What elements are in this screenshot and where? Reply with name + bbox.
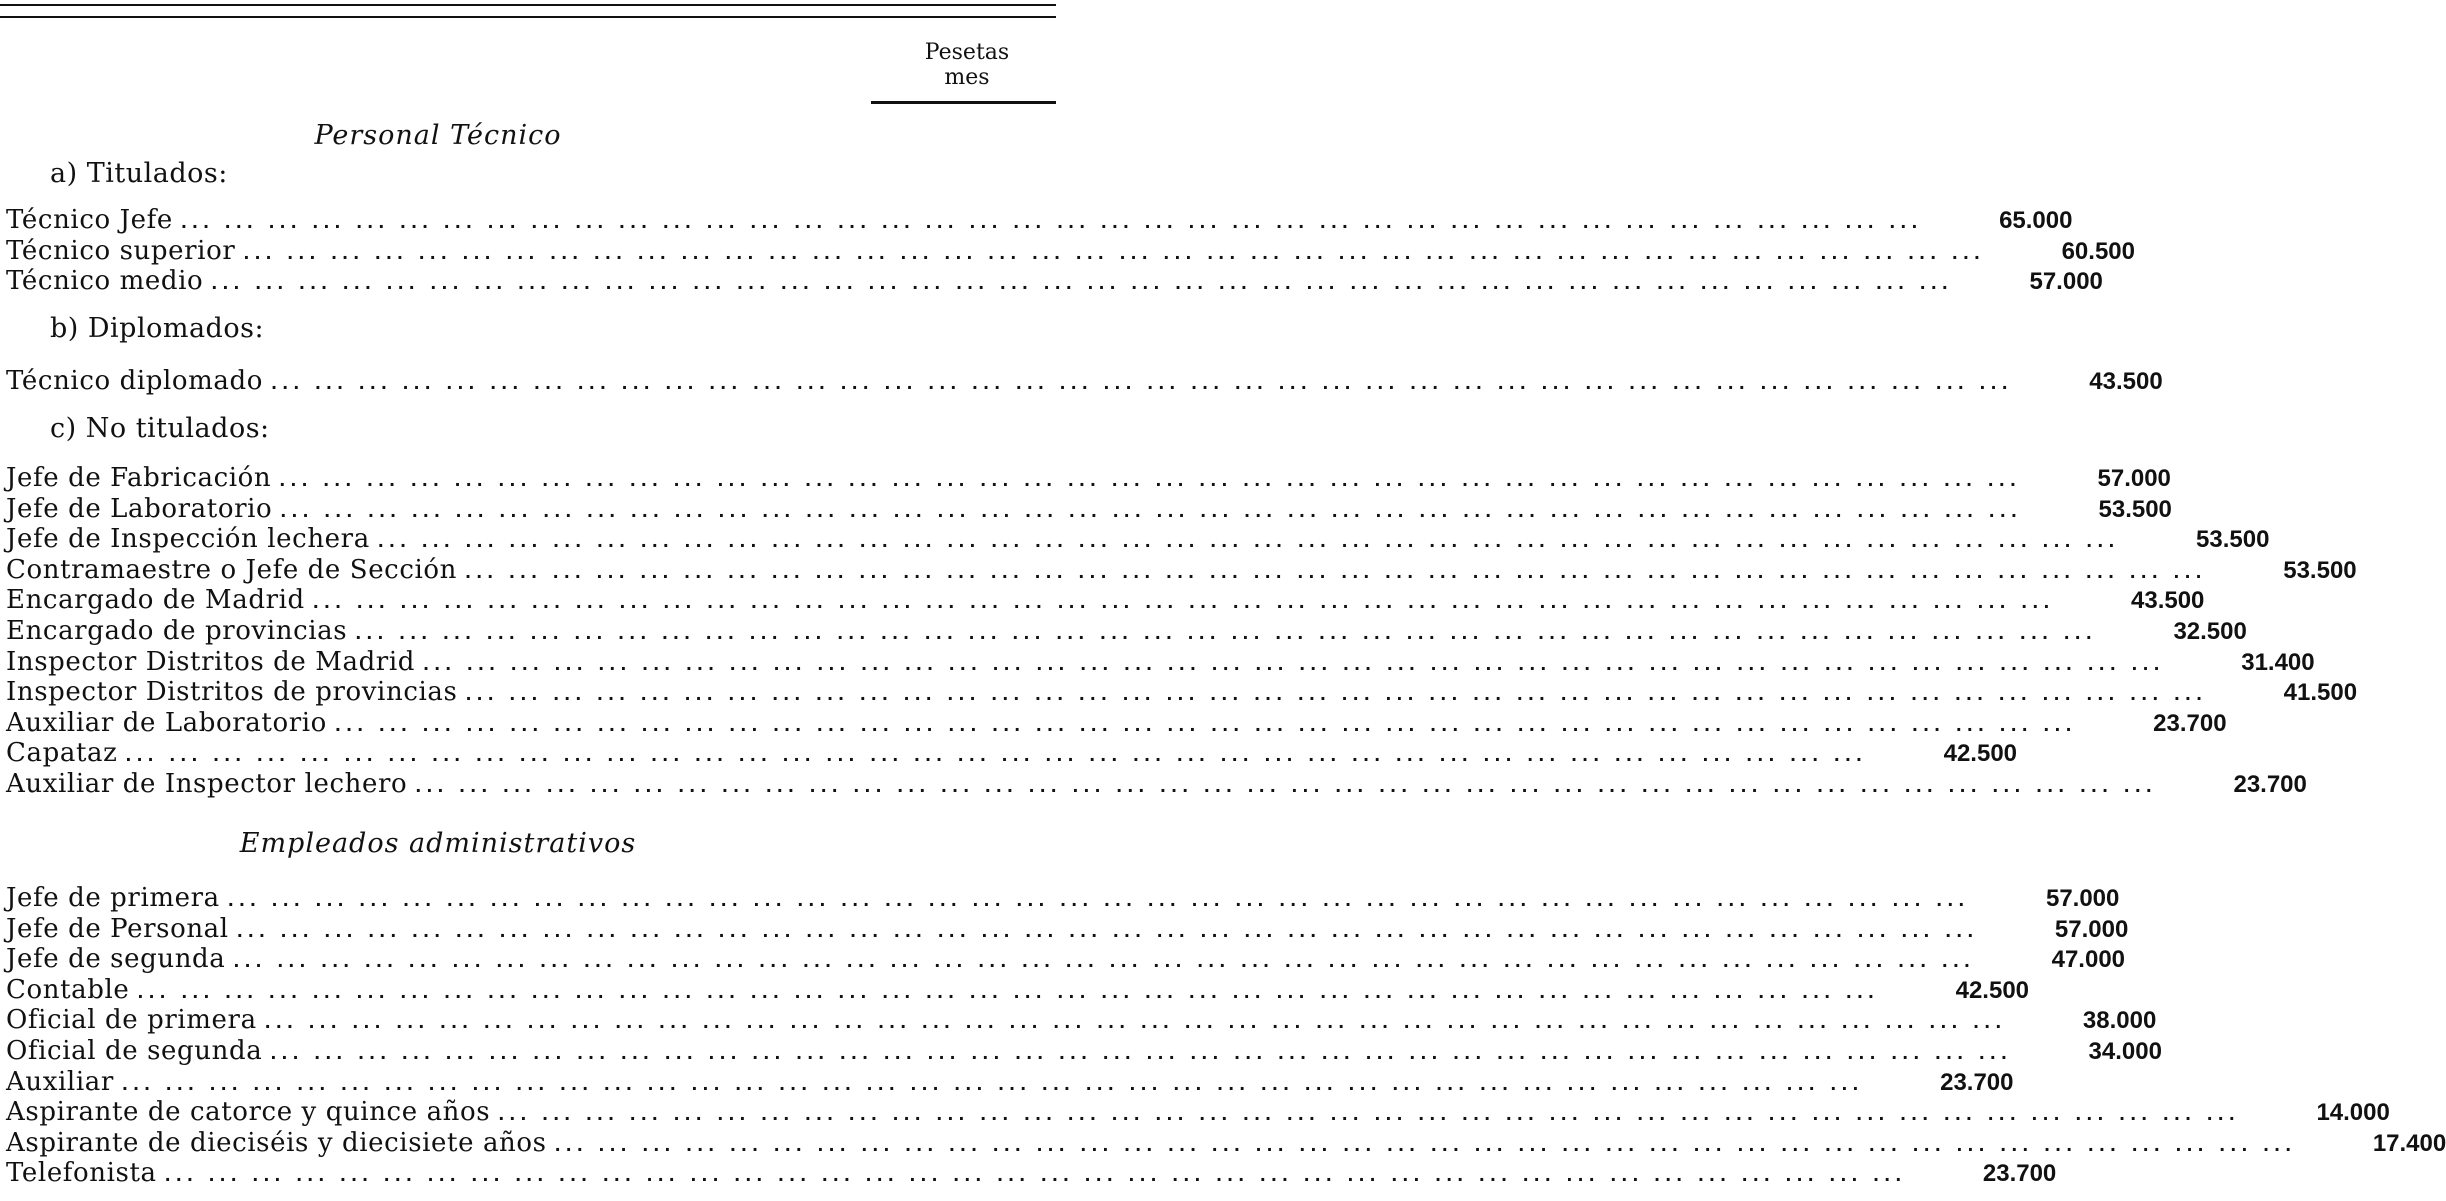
row-label: Jefe de Fabricación: [6, 463, 272, 493]
row-label: Aspirante de catorce y quince años: [6, 1097, 491, 1128]
row-label: Encargado de provincias: [6, 616, 348, 646]
row-label: Capataz: [6, 738, 118, 769]
table-row: [6, 1097, 2390, 1128]
subsection-diplomados: b) Diplomados:: [50, 313, 265, 344]
row-value: 38.000: [2082, 1007, 2157, 1035]
row-value: 14.000: [2316, 1099, 2390, 1127]
leader-dots: ... ... ... ... ... ... ... ... ... ... ... ... ... ... ... ... ... ... ... ... ... ... ... ... ... ... ... ... ... ... ... ... ... ... ... ... ... ... ... ...: [137, 982, 1880, 1002]
row-value: 57.000: [2054, 915, 2129, 943]
table-row: [6, 524, 2270, 555]
table-row: [6, 616, 2247, 646]
top-rule: [0, 4, 1056, 6]
leader-dots: ... ... ... ... ... ... ... ... ... ... ... ... ... ... ... ... ... ... ... ... ... ... ... ... ... ... ... ... ... ... ... ... ... ... ... ... ... ... ... ...: [270, 1044, 2012, 1063]
row-value: 23.700: [2153, 709, 2227, 737]
table-row: [6, 974, 2030, 1005]
row-value: 42.500: [1955, 976, 2030, 1004]
table-row: [6, 1158, 2057, 1189]
leader-dots: ... ... ... ... ... ... ... ... ... ... ... ... ... ... ... ... ... ... ... ... ... ... ... ... ... ... ... ... ... ... ... ... ... ... ... ... ... ... ... ...: [243, 243, 1985, 263]
row-label: Inspector Distritos de Madrid: [6, 646, 415, 677]
row-label: Telefonista: [6, 1158, 157, 1189]
table-row: [6, 205, 2073, 235]
leader-dots: ... ... ... ... ... ... ... ... ... ... ... ... ... ... ... ... ... ... ... ... ... ... ... ... ... ... ... ... ... ... ... ... ... ... ... ... ... ... ... ...: [164, 1166, 1907, 1186]
row-value: 65.000: [1999, 207, 2073, 234]
leader-dots: ... ... ... ... ... ... ... ... ... ... ... ... ... ... ... ... ... ... ... ... ... ... ... ... ... ... ... ... ... ... ... ... ... ... ... ... ... ... ... ...: [423, 654, 2165, 674]
subsection-no-titulados: c) No titulados:: [50, 413, 270, 444]
row-value: 57.000: [2045, 885, 2120, 912]
leader-dots: ... ... ... ... ... ... ... ... ... ... ... ... ... ... ... ... ... ... ... ... ... ... ... ... ... ... ... ... ... ... ... ... ... ... ... ... ... ... ... ...: [271, 374, 2013, 393]
row-label: Oficial de segunda: [6, 1036, 263, 1066]
table-row: [6, 585, 2205, 616]
leader-dots: ... ... ... ... ... ... ... ... ... ... ... ... ... ... ... ... ... ... ... ... ... ... ... ... ... ... ... ... ... ... ... ... ... ... ... ... ... ... ... ...: [279, 471, 2021, 490]
row-value: 31.400: [2241, 648, 2315, 676]
row-value: 53.500: [2098, 495, 2172, 523]
row-label: Técnico medio: [6, 266, 204, 297]
leader-dots: ... ... ... ... ... ... ... ... ... ... ... ... ... ... ... ... ... ... ... ... ... ... ... ... ... ... ... ... ... ... ... ... ... ... ... ... ... ... ... ...: [236, 921, 1979, 941]
row-label: Aspirante de dieciséis y diecisiete años: [6, 1127, 547, 1158]
leader-dots: ... ... ... ... ... ... ... ... ... ... ... ... ... ... ... ... ... ... ... ... ... ... ... ... ... ... ... ... ... ... ... ... ... ... ... ... ... ... ... ...: [211, 274, 1953, 294]
row-value: 23.700: [1940, 1068, 2014, 1096]
row-label: Jefe de Inspección lechera: [6, 524, 370, 555]
top-rule-secondary: [0, 16, 1056, 18]
section-title-administrativos: Empleados administrativos: [239, 828, 637, 859]
table-row: [6, 493, 2172, 524]
row-label: Encargado de Madrid: [6, 585, 305, 616]
table-row: [6, 366, 2163, 396]
table-row: [6, 463, 2171, 493]
row-value: 57.000: [2029, 268, 2103, 296]
section-title-tecnico: Personal Técnico: [314, 120, 562, 151]
row-label: Contable: [6, 974, 130, 1005]
table-row: [6, 1036, 2162, 1066]
row-label: Jefe de Laboratorio: [6, 493, 273, 524]
table-row: [6, 738, 2018, 769]
row-value: 60.500: [2061, 237, 2135, 265]
leader-dots: ... ... ... ... ... ... ... ... ... ... ... ... ... ... ... ... ... ... ... ... ... ... ... ... ... ... ... ... ... ... ... ... ... ... ... ... ... ... ... ...: [334, 715, 2077, 735]
table-row: [6, 883, 2120, 913]
row-value: 53.500: [2196, 526, 2270, 554]
table-row: [6, 1127, 2446, 1158]
table-row: [6, 235, 2135, 266]
row-label: Contramaestre o Jefe de Sección: [6, 554, 458, 585]
leader-dots: ... ... ... ... ... ... ... ... ... ... ... ... ... ... ... ... ... ... ... ... ... ... ... ... ... ... ... ... ... ... ... ... ... ... ... ... ... ... ... ...: [264, 1013, 2007, 1033]
column-header-line1: Pesetas: [924, 40, 1010, 65]
leader-dots: ... ... ... ... ... ... ... ... ... ... ... ... ... ... ... ... ... ... ... ... ... ... ... ... ... ... ... ... ... ... ... ... ... ... ... ... ... ... ... ...: [465, 685, 2208, 705]
row-label: Auxiliar de Laboratorio: [6, 707, 327, 738]
leader-dots: ... ... ... ... ... ... ... ... ... ... ... ... ... ... ... ... ... ... ... ... ... ... ... ... ... ... ... ... ... ... ... ... ... ... ... ... ... ... ... ...: [465, 562, 2207, 582]
row-label: Técnico Jefe: [6, 205, 173, 235]
table-row: [6, 707, 2227, 738]
row-value: 32.500: [2173, 618, 2247, 645]
column-header-line2: mes: [944, 65, 990, 90]
row-label: Auxiliar de Inspector lechero: [6, 769, 408, 799]
row-label: Inspector Distritos de provincias: [6, 677, 458, 708]
row-value: 53.500: [2283, 556, 2357, 584]
leader-dots: ... ... ... ... ... ... ... ... ... ... ... ... ... ... ... ... ... ... ... ... ... ... ... ... ... ... ... ... ... ... ... ... ... ... ... ... ... ... ... ...: [227, 891, 1970, 910]
row-value: 43.500: [2089, 368, 2163, 395]
row-value: 23.700: [2233, 771, 2307, 798]
row-value: 43.500: [2131, 587, 2205, 615]
row-value: 57.000: [2097, 465, 2171, 492]
leader-dots: ... ... ... ... ... ... ... ... ... ... ... ... ... ... ... ... ... ... ... ... ... ... ... ... ... ... ... ... ... ... ... ... ... ... ... ... ... ... ... ...: [498, 1105, 2240, 1125]
column-header: [892, 40, 1042, 90]
leader-dots: ... ... ... ... ... ... ... ... ... ... ... ... ... ... ... ... ... ... ... ... ... ... ... ... ... ... ... ... ... ... ... ... ... ... ... ... ... ... ... ...: [377, 532, 2120, 552]
leader-dots: ... ... ... ... ... ... ... ... ... ... ... ... ... ... ... ... ... ... ... ... ... ... ... ... ... ... ... ... ... ... ... ... ... ... ... ... ... ... ... ...: [125, 746, 1868, 766]
table-row: [6, 1066, 2014, 1097]
row-value: 34.000: [2088, 1038, 2162, 1065]
row-label: Técnico diplomado: [6, 366, 264, 396]
row-label: Auxiliar: [6, 1066, 114, 1097]
leader-dots: ... ... ... ... ... ... ... ... ... ... ... ... ... ... ... ... ... ... ... ... ... ... ... ... ... ... ... ... ... ... ... ... ... ... ... ... ... ... ... ...: [554, 1135, 2297, 1155]
row-value: 41.500: [2283, 679, 2358, 707]
row-label: Técnico superior: [6, 235, 236, 266]
row-value: 17.400: [2372, 1129, 2446, 1157]
column-header-rule: [871, 101, 1056, 104]
table-row: [6, 266, 2103, 297]
table-row: [6, 554, 2357, 585]
row-value: 42.500: [1943, 740, 2018, 768]
leader-dots: ... ... ... ... ... ... ... ... ... ... ... ... ... ... ... ... ... ... ... ... ... ... ... ... ... ... ... ... ... ... ... ... ... ... ... ... ... ... ... ...: [312, 593, 2055, 613]
table-row: [6, 913, 2129, 944]
subsection-titulados: a) Titulados:: [50, 158, 228, 189]
table-row: [6, 769, 2307, 799]
row-label: Oficial de primera: [6, 1005, 257, 1036]
table-row: [6, 677, 2358, 708]
table-row: [6, 646, 2315, 677]
table-row: [6, 944, 2126, 975]
leader-dots: ... ... ... ... ... ... ... ... ... ... ... ... ... ... ... ... ... ... ... ... ... ... ... ... ... ... ... ... ... ... ... ... ... ... ... ... ... ... ... ...: [280, 501, 2022, 521]
leader-dots: ... ... ... ... ... ... ... ... ... ... ... ... ... ... ... ... ... ... ... ... ... ... ... ... ... ... ... ... ... ... ... ... ... ... ... ... ... ... ... ...: [121, 1074, 1864, 1094]
leader-dots: ... ... ... ... ... ... ... ... ... ... ... ... ... ... ... ... ... ... ... ... ... ... ... ... ... ... ... ... ... ... ... ... ... ... ... ... ... ... ... ...: [233, 952, 1976, 972]
row-value: 23.700: [1982, 1160, 2057, 1188]
leader-dots: ... ... ... ... ... ... ... ... ... ... ... ... ... ... ... ... ... ... ... ... ... ... ... ... ... ... ... ... ... ... ... ... ... ... ... ... ... ... ... ...: [180, 213, 1923, 232]
row-label: Jefe de segunda: [6, 944, 226, 975]
row-label: Jefe de Personal: [6, 913, 229, 944]
table-row: [6, 1005, 2157, 1036]
leader-dots: ... ... ... ... ... ... ... ... ... ... ... ... ... ... ... ... ... ... ... ... ... ... ... ... ... ... ... ... ... ... ... ... ... ... ... ... ... ... ... ...: [415, 777, 2157, 796]
row-label: Jefe de primera: [6, 883, 220, 913]
row-value: 47.000: [2051, 946, 2126, 974]
leader-dots: ... ... ... ... ... ... ... ... ... ... ... ... ... ... ... ... ... ... ... ... ... ... ... ... ... ... ... ... ... ... ... ... ... ... ... ... ... ... ... ...: [355, 624, 2097, 643]
